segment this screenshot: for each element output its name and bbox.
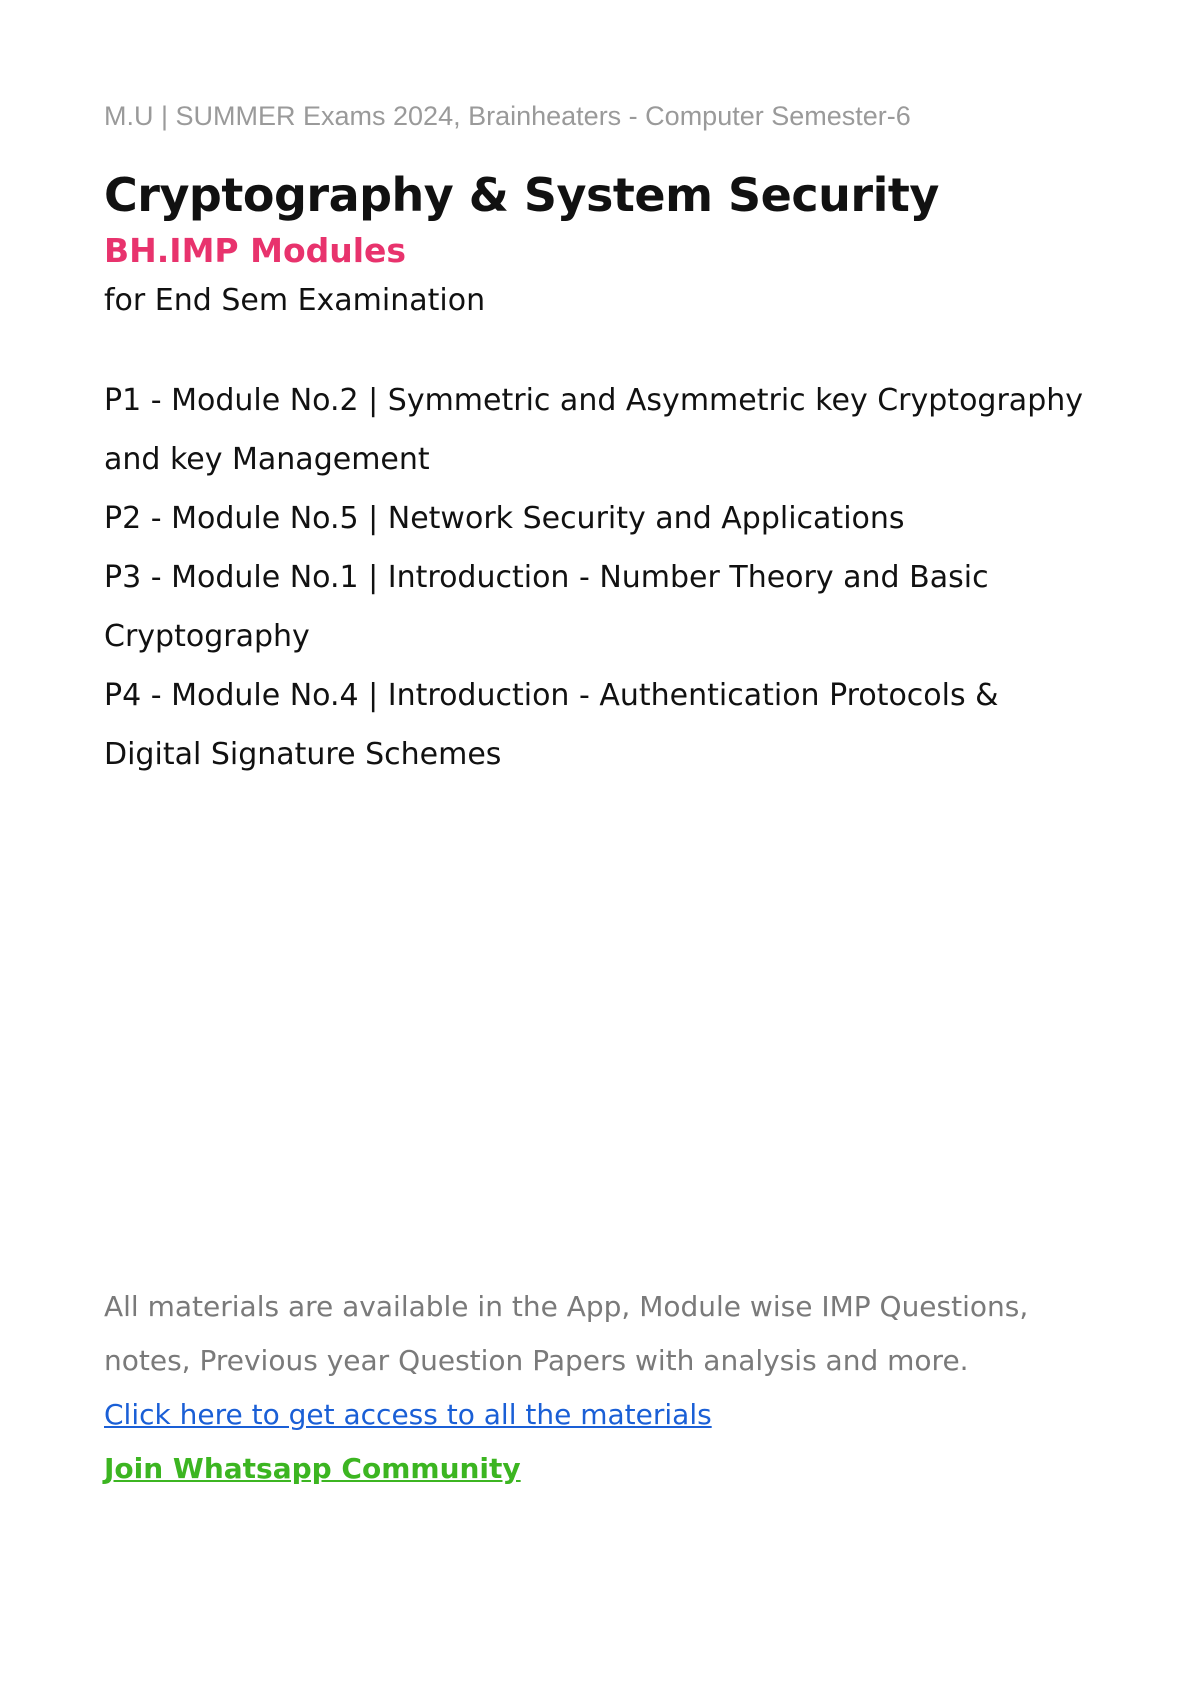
footer-section — [104, 1280, 1104, 1496]
materials-access-link[interactable]: Click here to get access to all the materials — [104, 1398, 712, 1431]
document-subtitle: BH.IMP Modules — [104, 230, 407, 270]
materials-link-row — [104, 1388, 1104, 1442]
document-tagline: for End Sem Examination — [104, 282, 486, 318]
module-item-p2: P2 - Module No.5 | Network Security and Applications — [104, 500, 905, 536]
whatsapp-community-link[interactable]: Join Whatsapp Community — [104, 1452, 521, 1485]
whatsapp-link-row — [104, 1442, 1104, 1496]
module-item-p3: P3 - Module No.1 | Introduction - Number Theory and Basic Cryptography — [104, 559, 989, 654]
document-title: Cryptography & System Security — [104, 168, 939, 223]
footer-note: All materials are available in the App, Module wise IMP Questions, notes, Previous year Question Papers with analysis and more. — [104, 1290, 1029, 1377]
module-item-p1: P1 - Module No.2 | Symmetric and Asymmetric key Cryptography and key Management — [104, 382, 1083, 477]
document-page — [104, 100, 1104, 784]
page-header: M.U | SUMMER Exams 2024, Brainheaters - Computer Semester-6 — [104, 101, 911, 131]
module-list — [104, 371, 1104, 784]
module-item-p4: P4 - Module No.4 | Introduction - Authentication Protocols & Digital Signature Schemes — [104, 677, 999, 772]
